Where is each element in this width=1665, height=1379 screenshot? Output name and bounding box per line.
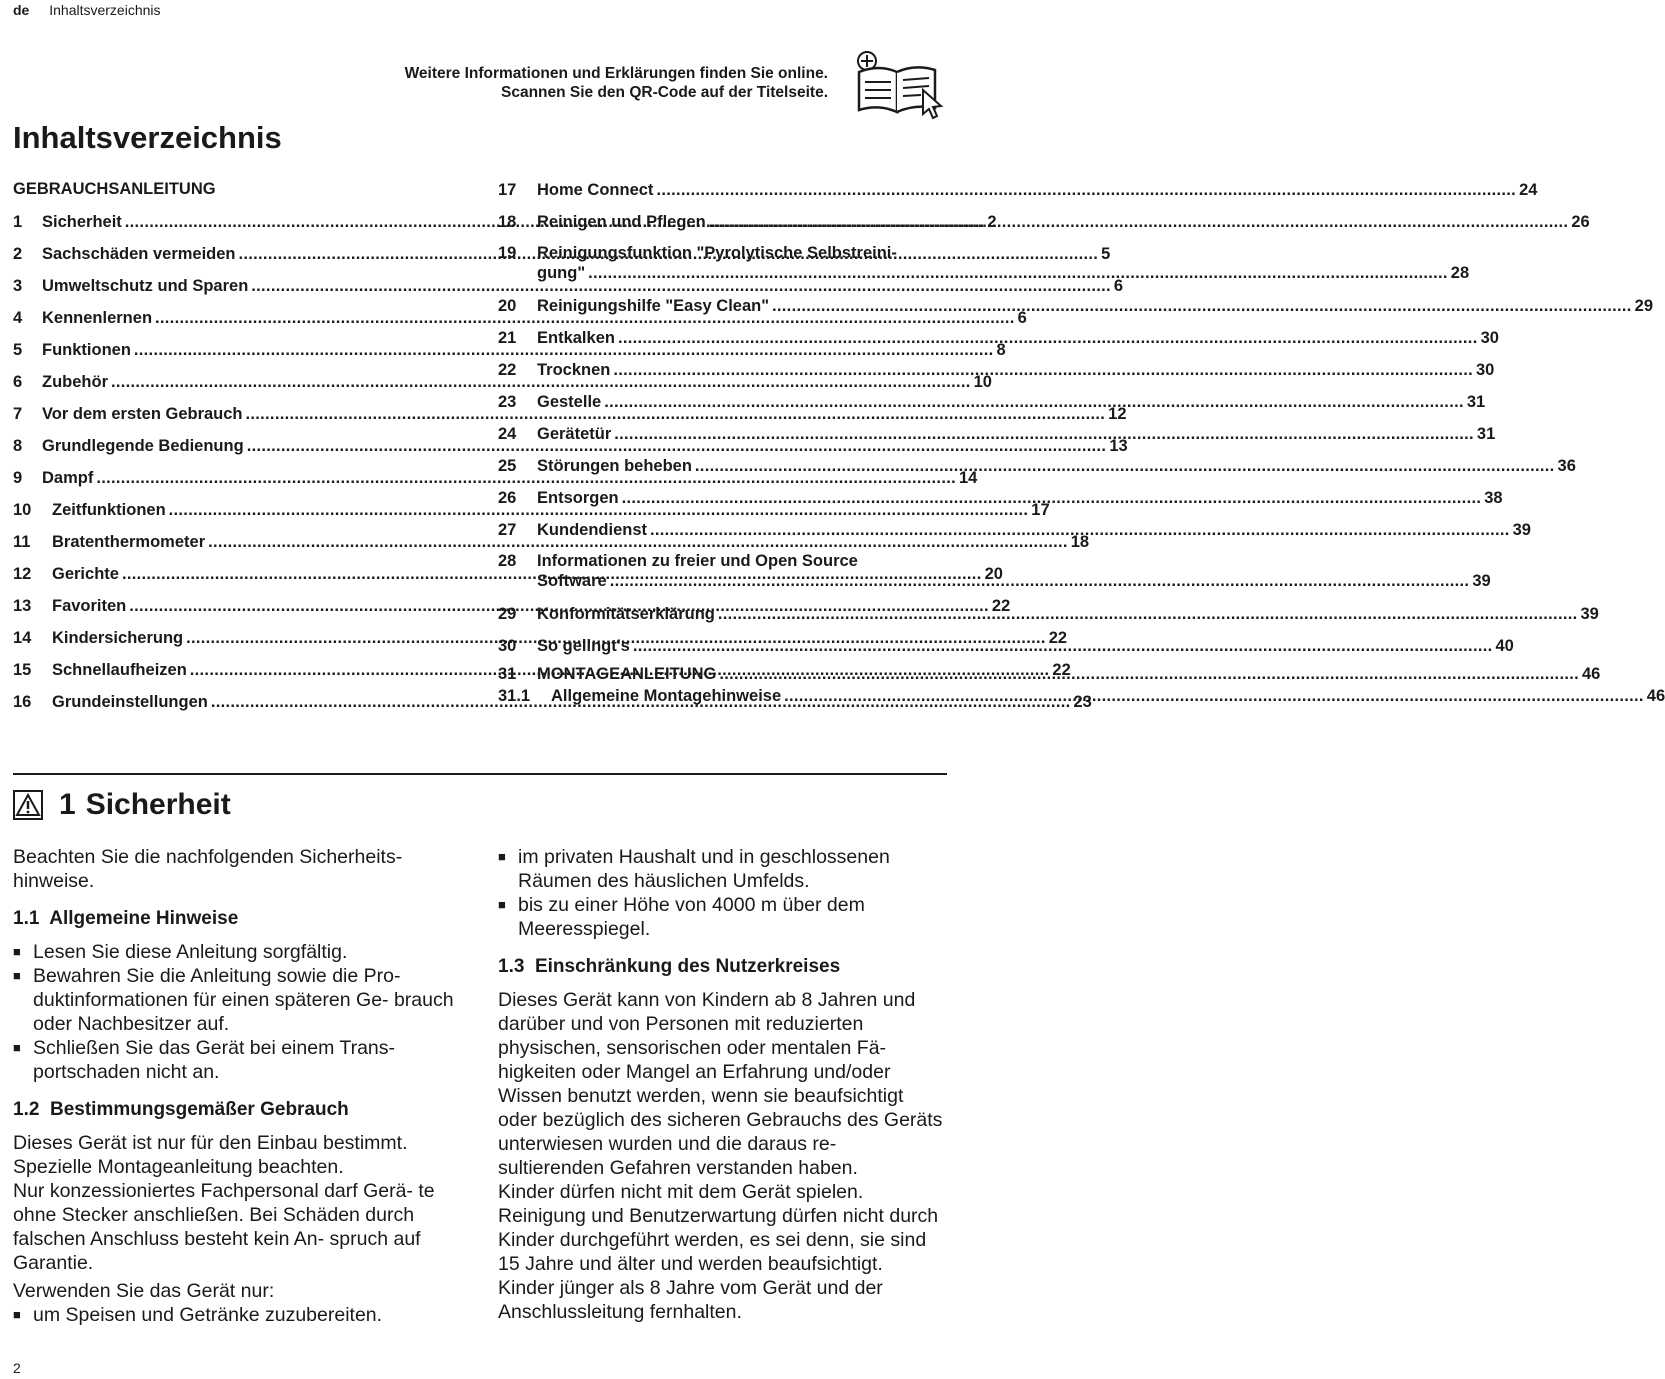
toc-entry-number: 19 — [498, 244, 517, 262]
toc-entry[interactable] — [498, 316, 1499, 348]
toc-leader-dots — [618, 328, 1478, 348]
toc-entry-page: 18 — [1070, 533, 1090, 551]
toc-leader-dots — [719, 664, 1579, 684]
toc-entry-label: Informationen zu freier und Open Source — [537, 552, 858, 570]
list-item: ■ Schließen Sie das Gerät bei einem Trans- portschaden nicht an. — [13, 1037, 396, 1083]
paragraph: Verwenden Sie das Gerät nur: — [13, 1280, 275, 1302]
toc-entry-label: Kindersicherung — [52, 629, 184, 647]
toc-entry-page: 6 — [1113, 277, 1124, 295]
toc-entry-page: 30 — [1475, 361, 1495, 379]
toc-entry-page: 2 — [987, 213, 997, 231]
toc-entry-label: Gerätetür — [537, 425, 612, 443]
toc-entry-number: 31.1 — [498, 687, 531, 705]
subsection-title: Allgemeine Hinweise — [49, 908, 239, 929]
toc-entry-number: 11 — [13, 533, 31, 551]
book-with-plus-and-cursor-icon — [851, 44, 945, 124]
toc-entry-page: 31 — [1466, 393, 1486, 411]
bullet-icon: ■ — [13, 1307, 21, 1322]
toc-leader-dots — [604, 392, 1464, 412]
toc-entry-number: 2 — [13, 245, 23, 263]
toc-entry-number: 28 — [498, 552, 517, 570]
toc-entry-label: Kennenlernen — [42, 309, 153, 327]
toc-entry-label: Entsorgen — [537, 489, 619, 507]
paragraph: Kinder dürfen nicht mit dem Gerät spielen. — [498, 1181, 864, 1203]
subsection-number: 1.1 — [13, 908, 40, 929]
toc-entry-page: 20 — [984, 565, 1003, 583]
toc-entry-label: Gestelle — [537, 393, 602, 411]
list-item: ■ um Speisen und Getränke zuzubereiten. — [13, 1304, 383, 1326]
toc-entry-label: Trocknen — [537, 361, 611, 379]
toc-entry-label: Störungen beheben — [537, 457, 692, 475]
toc-entry-label: Kundendienst — [537, 521, 647, 539]
subsection-title: Einschränkung des Nutzerkreises — [534, 956, 841, 977]
subsection-heading — [13, 1098, 458, 1122]
toc-leader-dots — [614, 424, 1474, 444]
toc-entry-number: 25 — [498, 457, 517, 475]
toc-entry-label: MONTAGEANLEITUNG — [537, 665, 717, 683]
toc-entry-label: Umweltschutz und Sparen — [42, 277, 249, 295]
toc-entry-number: 16 — [13, 693, 32, 711]
toc-entry-label: Reinigungshilfe "Easy Clean" — [537, 297, 770, 315]
list-item: ■ Bewahren Sie die Anleitung sowie die Pro- duktinformationen für einen späteren Ge- brauch oder Nachbesitzer auf. — [13, 965, 454, 1035]
toc-entry-label: Konformitätserklärung — [537, 605, 715, 623]
toc-heading: GEBRAUCHSANLEITUNG — [13, 180, 216, 198]
toc-entry-label: Dampf — [42, 469, 94, 487]
toc-entry-label: Reinigungsfunktion "Pyrolytische Selbstreini- — [537, 244, 897, 262]
toc-entry-label: Vor dem ersten Gebrauch — [42, 405, 243, 423]
toc-entry-page: 22 — [991, 597, 1011, 615]
toc-entry-label: Reinigen und Pflegen — [537, 213, 706, 231]
bullet-icon: ■ — [13, 1040, 21, 1055]
toc-entry-number: 8 — [13, 437, 23, 455]
toc-leader-dots — [695, 456, 1555, 476]
language-code: de — [13, 2, 30, 18]
toc-entry-page: 23 — [1073, 693, 1092, 711]
toc-entry-number: 21 — [498, 329, 517, 347]
toc-entry[interactable] — [498, 200, 1590, 232]
toc-entry-page: 46 — [1581, 665, 1601, 683]
page-title: Inhaltsverzeichnis — [13, 120, 282, 155]
toc-entry-label: Zeitfunktionen — [52, 501, 166, 519]
toc-entry-page: 13 — [1109, 437, 1128, 455]
toc-entry-number: 9 — [13, 469, 23, 487]
toc-entry-page: 14 — [958, 469, 978, 487]
toc-entry-number: 26 — [498, 489, 517, 507]
subsection-number: 1.3 — [498, 956, 525, 977]
toc-entry-number: 24 — [498, 425, 517, 443]
toc-entry-page: 39 — [1472, 572, 1491, 590]
toc-entry-number: 3 — [13, 277, 23, 295]
paragraph: Nur konzessioniertes Fachpersonal darf Gerä- te ohne Stecker anschließen. Bei Schäden durch falschen Anschluss besteht kein An- spruch auf Garantie. — [13, 1180, 435, 1274]
toc-entry-label-continued: Software — [537, 572, 607, 590]
toc-entry[interactable] — [498, 232, 1470, 284]
toc-entry-number: 17 — [498, 181, 517, 199]
bullet-icon: ■ — [13, 968, 21, 983]
toc-entry-page: 24 — [1519, 181, 1538, 199]
page-number: 2 — [13, 1360, 21, 1376]
toc-entry-page: 5 — [1101, 245, 1111, 263]
toc-entry-number: 29 — [498, 605, 517, 623]
subsection-heading — [498, 955, 947, 979]
toc-entry-number: 23 — [498, 393, 517, 411]
toc-entry-label: Home Connect — [537, 181, 654, 199]
header-title: Inhaltsverzeichnis — [49, 2, 161, 18]
toc-leader-dots — [613, 360, 1473, 380]
toc-entry-page: 29 — [1634, 297, 1654, 315]
section-intro: Beachten Sie die nachfolgenden Sicherheits- hinweise. — [13, 846, 403, 892]
toc-entry[interactable] — [498, 168, 1538, 200]
bullet-icon: ■ — [498, 849, 506, 864]
section-divider — [13, 773, 947, 775]
toc-entry-page: 28 — [1450, 264, 1470, 282]
toc-entry-label: Favoriten — [52, 597, 127, 615]
toc-entry-number: 7 — [13, 405, 23, 423]
toc-entry-page: 22 — [1048, 629, 1068, 647]
toc-leader-dots — [633, 636, 1493, 656]
toc-leader-dots — [784, 686, 1644, 706]
list-item: ■ bis zu einer Höhe von 4000 m über dem Meeresspiegel. — [498, 894, 865, 940]
toc-leader-dots — [772, 296, 1632, 316]
toc-entry-number: 22 — [498, 361, 517, 379]
paragraph: Dieses Gerät kann von Kindern ab 8 Jahren und darüber und von Personen mit reduzierten physischen, sensorischen oder mentalen Fä- higkeiten oder Mangel an Erfahrung und/oder Wissen benutzt werden, wenn sie beaufsichtigt oder bezüglich des sicheren Gebrauchs des Geräts unterwiesen wurden und die daraus re- sultierenden Gefahren verstanden haben. — [498, 989, 943, 1179]
toc-entry-number: 31 — [498, 665, 517, 683]
online-info-note — [405, 64, 828, 102]
bullet-icon: ■ — [13, 944, 21, 959]
toc-entry-page: 12 — [1108, 405, 1127, 423]
toc-entry-label: So gelingt's — [537, 637, 630, 655]
toc-entry-number: 4 — [13, 309, 23, 327]
toc-entry-page: 30 — [1480, 329, 1499, 347]
warning-triangle-icon — [13, 790, 43, 820]
toc-leader-dots — [650, 520, 1510, 540]
section-number: 1 — [59, 788, 76, 821]
toc-entry[interactable] — [498, 348, 1495, 380]
toc-entry-label: Sachschäden vermeiden — [42, 245, 236, 263]
toc-entry-label: Entkalken — [537, 329, 615, 347]
online-info-line-2: Scannen Sie den QR-Code auf der Titelseite. — [500, 84, 828, 101]
toc-entry-page: 36 — [1557, 457, 1576, 475]
toc-entry-number: 14 — [13, 629, 32, 647]
toc-entry-label: Grundeinstellungen — [52, 693, 208, 711]
toc-entry-number: 27 — [498, 521, 517, 539]
section-title: Sicherheit — [85, 788, 231, 821]
toc-leader-dots — [718, 604, 1578, 624]
toc-entry-label: Allgemeine Montagehinweise — [551, 687, 782, 705]
toc-leader-dots — [622, 488, 1482, 508]
toc-entry-page: 10 — [973, 373, 992, 391]
toc-entry-number: 6 — [13, 373, 23, 391]
toc-entry-label: Schnellaufheizen — [52, 661, 187, 679]
toc-entry-number: 13 — [13, 597, 32, 615]
toc-entry-page: 39 — [1512, 521, 1531, 539]
toc-entry-page: 40 — [1495, 637, 1514, 655]
online-info-line-1: Weitere Informationen und Erklärungen finden Sie online. — [404, 65, 828, 82]
page-header — [13, 2, 161, 18]
toc-entry-number: 5 — [13, 341, 23, 359]
subsection-title: Bestimmungsgemäßer Gebrauch — [49, 1099, 349, 1120]
toc-entry-page: 8 — [996, 341, 1006, 359]
body-right-column — [498, 845, 947, 1324]
bullet-icon: ■ — [498, 897, 506, 912]
paragraph: Reinigung und Benutzerwartung dürfen nicht durch Kinder durchgeführt werden, es sei denn, sie sind 15 Jahre und älter und werden beaufsichtigt. — [498, 1205, 939, 1275]
toc-entry-label: Zubehör — [42, 373, 108, 391]
toc-entry-label: Funktionen — [42, 341, 131, 359]
toc-entry-label-continued: gung" — [537, 264, 586, 282]
toc-leader-dots — [709, 212, 1569, 232]
toc-entry-page: 39 — [1580, 605, 1599, 623]
toc-entry-number: 20 — [498, 297, 517, 315]
list-item: ■ im privaten Haushalt und in geschlossenen Räumen des häuslichen Umfelds. — [498, 846, 890, 892]
toc-entry-number: 10 — [13, 501, 32, 519]
toc-entry-page: 17 — [1031, 501, 1050, 519]
toc-entry-number: 30 — [498, 637, 517, 655]
toc-entry-number: 1 — [13, 213, 23, 231]
paragraph: Dieses Gerät ist nur für den Einbau bestimmt. Spezielle Montageanleitung beachten. — [13, 1132, 408, 1178]
toc-entry-number: 12 — [13, 565, 32, 583]
body-left-column — [13, 845, 458, 1327]
toc-entry-number: 15 — [13, 661, 32, 679]
toc-leader-dots — [588, 263, 1448, 283]
list-item: ■ Lesen Sie diese Anleitung sorgfältig. — [13, 941, 348, 963]
toc-entry-number: 18 — [498, 213, 517, 231]
toc-entry-label: Bratenthermometer — [52, 533, 206, 551]
toc-entry-page: 6 — [1017, 309, 1027, 327]
toc-leader-dots — [610, 571, 1470, 591]
toc-entry-page: 46 — [1646, 687, 1665, 705]
toc-entry-page: 31 — [1476, 425, 1496, 443]
section-heading — [13, 788, 231, 822]
toc-entry-page: 26 — [1571, 213, 1590, 231]
subsection-heading — [13, 907, 458, 931]
toc-entry[interactable] — [498, 284, 1654, 316]
subsection-number: 1.2 — [13, 1099, 40, 1120]
toc-entry-label: Gerichte — [52, 565, 119, 583]
toc-entry-label: Sicherheit — [42, 213, 122, 231]
paragraph: Kinder jünger als 8 Jahre vom Gerät und der Anschlussleitung fernhalten. — [498, 1277, 883, 1323]
toc-entry-page: 22 — [1052, 661, 1071, 679]
toc-entry-label: Grundlegende Bedienung — [42, 437, 244, 455]
toc-leader-dots — [656, 180, 1516, 200]
toc-entry-page: 38 — [1484, 489, 1503, 507]
